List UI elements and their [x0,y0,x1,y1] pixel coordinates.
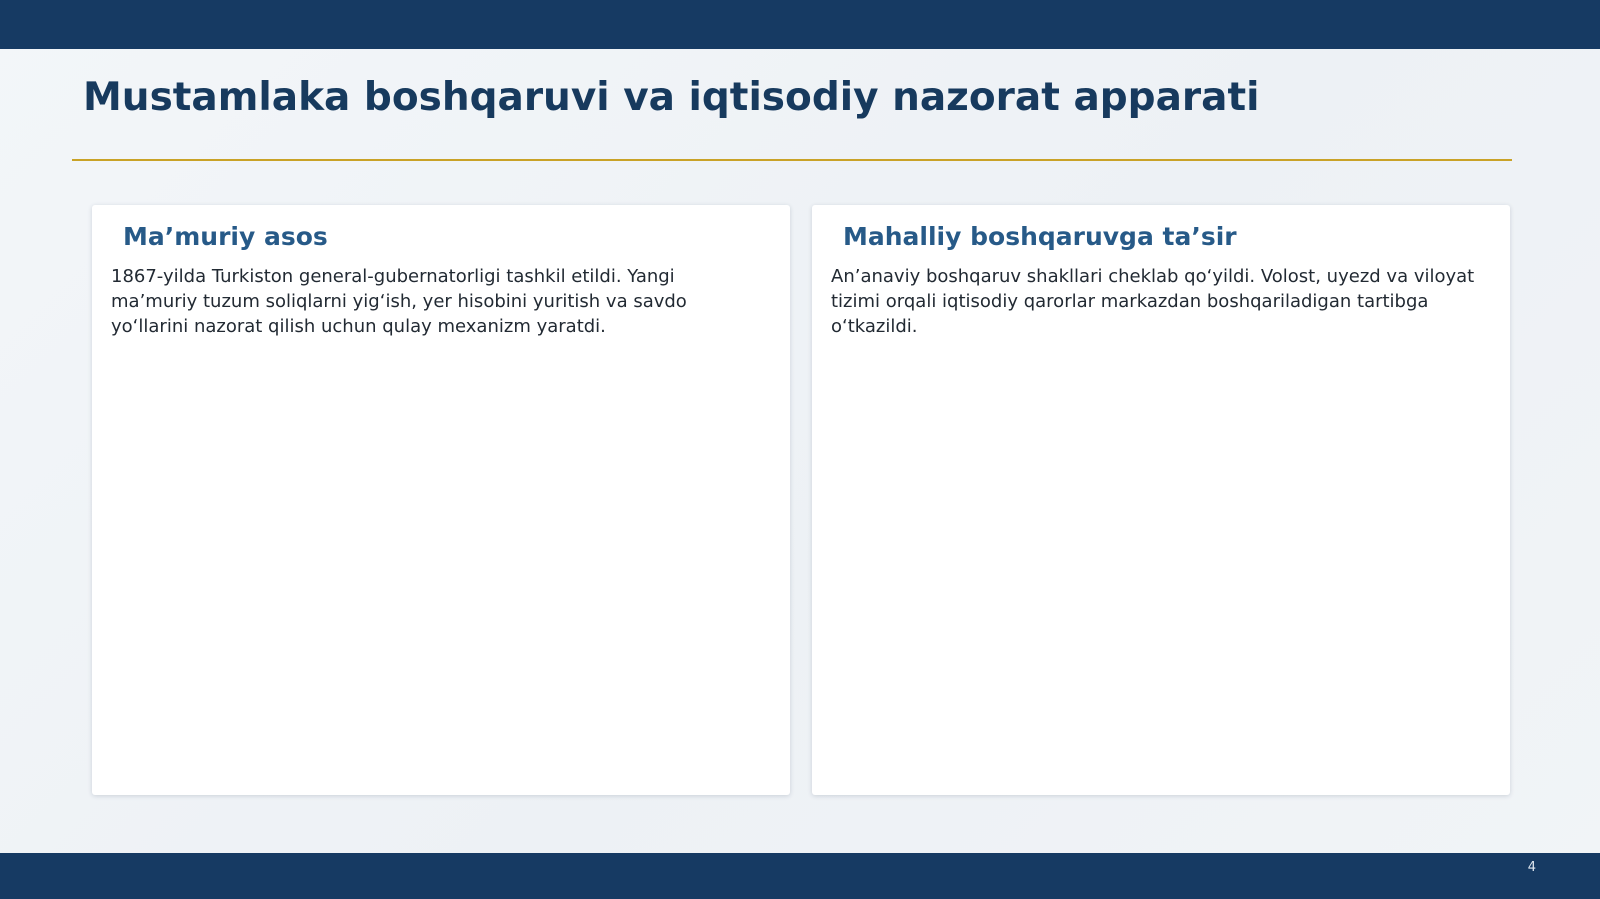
top-band [0,0,1600,49]
card-heading: Mahalliy boshqaruvga ta’sir [843,222,1237,251]
title-divider [72,159,1512,161]
card-body: 1867-yilda Turkiston general-gubernatorligi tashkil etildi. Yangi ma’muriy tuzum soliqlarni yig‘ish, yer hisobini yuritish va savdo yo‘llarini nazorat qilish uchun qulay mexanizm yaratdi. [111,266,687,337]
card-body: An’anaviy boshqaruv shakllari cheklab qo‘yildi. Volost, uyezd va viloyat tizimi orqali iqtisodiy qarorlar markazdan boshqariladigan tartibga o‘tkazildi. [831,266,1475,337]
slide-title: Mustamlaka boshqaruvi va iqtisodiy nazorat apparati [83,75,1260,120]
card-local-governance-impact [812,205,1510,795]
card-administrative-basis [92,205,790,795]
card-heading: Ma’muriy asos [123,222,328,251]
page-number: 4 [1527,860,1536,875]
bottom-band [0,853,1600,899]
